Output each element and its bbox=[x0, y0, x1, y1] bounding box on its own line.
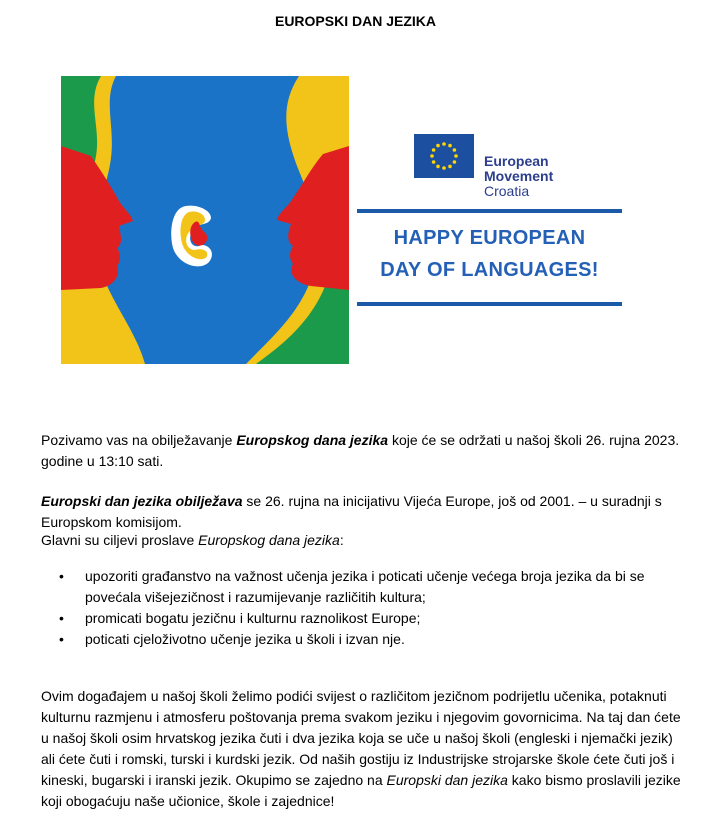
closing-emphasis: Europski dan jezika bbox=[386, 772, 508, 788]
goals-intro-text-2: : bbox=[339, 532, 344, 548]
eu-flag-icon bbox=[414, 134, 474, 178]
list-item bbox=[41, 608, 661, 629]
european-movement-croatia-logo bbox=[414, 134, 614, 204]
closing-text-1: Ovim događajem u našoj školi želimo podići svijest o različitom jezičnom podrijetlu učenika, potaknuti kulturnu razmjenu i atmosferu poštovanja prema svakom jeziku i njegovim govornicima. Na taj dan ćete u našoj školi osim hrvatskog jezika čuti i dva jezika koja se uče u našoj školi (engleski i njemački jezik) ali ćete čuti i romski, turski i kurdski jezik. Od naših gostiju iz Industrijske strojarske škole ćete čuti još i kineski, bugarski i iranski jezik. Okupimo se zajedno na bbox=[41, 688, 681, 788]
goal-text: promicati bogatu jezičnu i kulturnu raznolikost Europe; bbox=[85, 610, 421, 626]
bullet-icon: • bbox=[59, 568, 64, 584]
em-logo-line3: Croatia bbox=[484, 183, 530, 199]
intro-paragraph bbox=[41, 430, 681, 472]
edl-faces-logo bbox=[61, 76, 349, 364]
document-title: EUROPSKI DAN JEZIKA bbox=[274, 13, 437, 29]
banner-rule-bottom bbox=[357, 302, 622, 306]
intro-emphasis: Europskog dana jezika bbox=[236, 432, 389, 448]
em-logo-line1: European bbox=[484, 153, 549, 169]
em-logo-text bbox=[484, 154, 553, 199]
goals-intro bbox=[41, 530, 681, 551]
goals-intro-text-1: Glavni su ciljevi proslave bbox=[41, 532, 199, 548]
closing-paragraph bbox=[41, 686, 681, 812]
banner-headline-line2: DAY OF LANGUAGES! bbox=[380, 259, 599, 281]
banner-rule-top bbox=[357, 209, 622, 213]
list-item bbox=[41, 629, 661, 650]
em-logo-line2: Movement bbox=[484, 168, 554, 184]
intro-text-2: koje će se održati u našoj školi 26. rujna 2023. godine u 13:10 sati. bbox=[41, 432, 680, 469]
list-item bbox=[41, 566, 661, 608]
bullet-icon: • bbox=[59, 610, 64, 626]
goal-text: upozoriti građanstvo na važnost učenja jezika i poticati učenje većega broja jezika da bi se povećala višejezičnost i razumijevanje različitih kultura; bbox=[85, 568, 645, 605]
about-paragraph bbox=[41, 491, 681, 533]
intro-text-1: Pozivamo vas na obilježavanje bbox=[41, 432, 237, 448]
goals-intro-emphasis: Europskog dana jezika bbox=[198, 532, 340, 548]
about-emphasis: Europski dan jezika obilježava bbox=[41, 493, 243, 509]
closing-text-2: kako bismo proslavili jezike koji obogaćuju naše učionice, škole i zajednice! bbox=[41, 772, 681, 809]
goal-text: poticati cjeloživotno učenje jezika u školi i izvan nje. bbox=[85, 631, 405, 647]
goals-list bbox=[41, 566, 661, 650]
bullet-icon: • bbox=[59, 631, 64, 647]
about-text: se 26. rujna na inicijativu Vijeća Europe, još od 2001. – u suradnji s Europskom komisijom. bbox=[41, 493, 662, 530]
banner-headline-line1: HAPPY EUROPEAN bbox=[393, 227, 586, 249]
